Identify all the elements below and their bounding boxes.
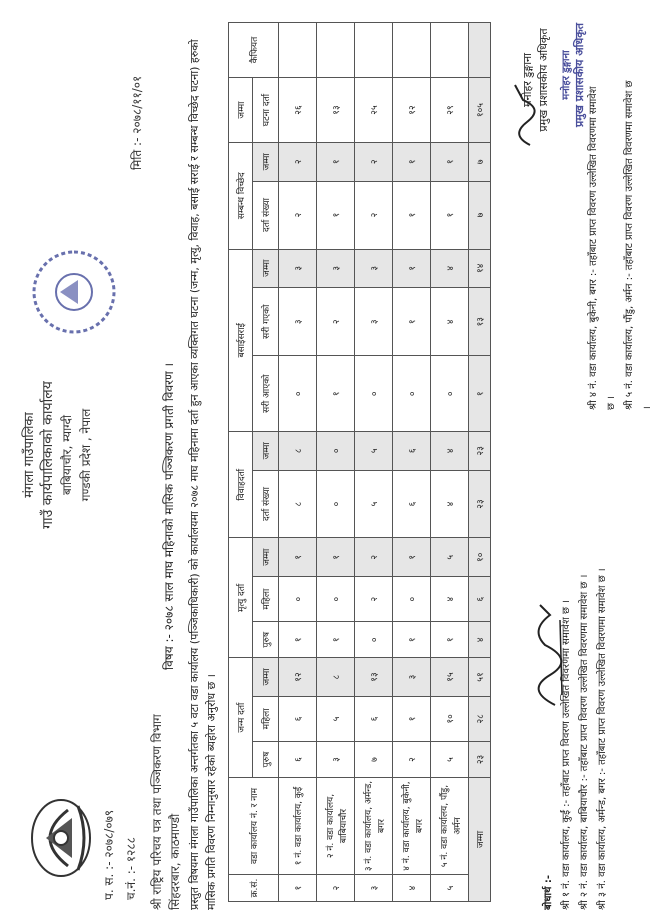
cell-sn: ४ — [393, 875, 431, 902]
cell-death-female: ० — [317, 577, 355, 622]
cell-remarks — [393, 23, 431, 78]
cell-birth-male: ५ — [431, 741, 469, 777]
group-migration-header: बसाईसराई — [229, 249, 253, 432]
cell-birth-female: ६ — [355, 696, 393, 741]
cell-grand-total: १३ — [317, 78, 355, 143]
cell-marriage-count: ० — [317, 470, 355, 538]
col-male-header: पुरुष — [253, 741, 279, 777]
cc-item: श्री १ नं. वडा कार्यालय, कुईं :- तहाँबाट प्राप्त विवरण उल्लेखित विवरणमा समावेश छ । — [561, 600, 572, 910]
org-place: बाबियाचौर, म्याग्दी — [60, 414, 74, 496]
cell-total-label: जम्मा — [469, 778, 491, 902]
body-paragraph: प्रस्तुत विषयमा मंगला गाउँपालिका अन्तर्गतका ५ वटा वडा कार्यालय (पञ्जिकाधिकारी) को कार्यालयमा २०७८ माघ महिनामा दर्ता हुन आएका व्यक्तिगत घटना (जन्म, मृत्यु, विवाह, बसाई सराई र सम्बन्ध विच्छेद घटना) हरुको मासिक प्रगति विवरण निम्नानुसार रहेको ब्यहोरा अनुरोध छ । — [188, 39, 218, 910]
cell-migration-in: ० — [431, 356, 469, 432]
cell-migration-total: १४ — [469, 249, 491, 288]
cell-birth-female: १ — [393, 696, 431, 741]
cell-office: ५ नं. वडा कार्यालय, पौंडु, अर्मन — [431, 778, 469, 875]
chalani-number: च.नं. :- १२८८ — [124, 837, 138, 900]
group-total-header: जम्मा — [229, 78, 253, 143]
cell-migration-total: १ — [393, 249, 431, 288]
cell-birth-male: २३ — [469, 741, 491, 777]
cell-migration-total: ३ — [279, 249, 317, 288]
stamp-title: प्रमुख प्रशासकीय अधिकृत — [573, 23, 586, 127]
cell-death-male: १ — [431, 622, 469, 658]
col-in-header: सरी आएको — [253, 356, 279, 432]
cc-item: श्री ५ नं. वडा कार्यालय, पौंडु, अर्मन :- तहाँबाट प्राप्त विवरण उल्लेखित विवरणमा समावेश छ । — [624, 80, 653, 410]
cell-migration-total: ४ — [431, 249, 469, 288]
cell-divorce-total: १ — [393, 143, 431, 182]
cell-migration-out: ४ — [431, 288, 469, 356]
cell-birth-male: ३ — [317, 741, 355, 777]
col-female-header: महिला — [253, 696, 279, 741]
cell-death-total: १० — [469, 538, 491, 577]
cell-death-female: ० — [279, 577, 317, 622]
cell-sn: २ — [317, 875, 355, 902]
cell-grand-total: २९ — [431, 78, 469, 143]
cell-divorce-total: २ — [279, 143, 317, 182]
cell-sn: ५ — [431, 875, 469, 902]
cell-divorce-total: १ — [317, 143, 355, 182]
cell-death-total: १ — [393, 538, 431, 577]
cell-death-total: १ — [279, 538, 317, 577]
cell-migration-in: ० — [393, 356, 431, 432]
cell-divorce-total: ७ — [469, 143, 491, 182]
col-total-header: जम्मा — [253, 538, 279, 577]
col-reg-count-header: दर्ता संख्या — [253, 470, 279, 538]
cell-grand-total: २५ — [355, 78, 393, 143]
cell-office: ४ नं. वडा कार्यालय, बुकेनी, बगर — [393, 778, 431, 875]
col-remarks-header: कैफियत — [229, 23, 279, 78]
signatory-title: प्रमुख प्रशासकीय अधिकृत — [537, 28, 550, 132]
cc-heading: बोधार्थ :- — [543, 874, 554, 910]
office-seal — [28, 246, 120, 338]
cell-grand-total: १०५ — [469, 78, 491, 143]
group-death-header: मृत्यु दर्ता — [229, 538, 253, 658]
cell-death-total: १ — [317, 538, 355, 577]
cell-birth-total: १२ — [279, 658, 317, 697]
cell-birth-female: ६ — [279, 696, 317, 741]
cell-migration-in: ० — [355, 356, 393, 432]
cell-marriage-total: ६ — [393, 432, 431, 471]
table-row — [393, 23, 431, 902]
cell-sn: १ — [279, 875, 317, 902]
col-total-header: जम्मा — [253, 143, 279, 182]
org-province: गण्डकी प्रदेश , नेपाल — [79, 408, 93, 502]
table-row — [279, 23, 317, 902]
col-male-header: पुरुष — [253, 622, 279, 658]
cell-office: २ नं. वडा कार्यालय, बाबियाचौर — [317, 778, 355, 875]
group-divorce-header: सम्बन्ध विच्छेद — [229, 143, 253, 249]
org-name: मंगला गाउँपालिका — [22, 412, 37, 498]
cell-marriage-count: ५ — [355, 470, 393, 538]
cell-marriage-total: ५ — [355, 432, 393, 471]
cell-divorce-count: ७ — [469, 181, 491, 249]
signatory-block — [520, 10, 552, 150]
cell-death-female: ० — [393, 577, 431, 622]
cell-divorce-total: २ — [355, 143, 393, 182]
cell-migration-out: ३ — [355, 288, 393, 356]
cell-birth-female: २८ — [469, 696, 491, 741]
cell-remarks — [279, 23, 317, 78]
cell-death-female: ६ — [469, 577, 491, 622]
cell-birth-total: १५ — [431, 658, 469, 697]
cell-birth-total: ३ — [393, 658, 431, 697]
col-female-header: महिला — [253, 577, 279, 622]
cell-office: १ नं. वडा कार्यालय, कुईं — [279, 778, 317, 875]
subject-line: विषय :- २०७८ साल माघ महिनाको मासिक पञ्जिकरण प्रगती विवरण । — [162, 362, 176, 670]
cell-divorce-count: १ — [317, 181, 355, 249]
cell-marriage-total: ० — [317, 432, 355, 471]
cell-remarks — [469, 23, 491, 78]
registration-progress-table — [228, 22, 491, 902]
cell-death-male: ० — [355, 622, 393, 658]
cell-death-male: १ — [279, 622, 317, 658]
table-row — [431, 23, 469, 902]
cc-item: श्री २ नं. वडा कार्यालय, बाबियाचौर :- तहाँबाट प्राप्त विवरण उल्लेखित विवरणमा समावेश छ । — [579, 574, 590, 910]
cell-grand-total: १२ — [393, 78, 431, 143]
letterhead — [20, 325, 96, 585]
cell-divorce-count: १ — [431, 181, 469, 249]
cell-birth-total: ८ — [317, 658, 355, 697]
cell-death-male: १ — [393, 622, 431, 658]
recipient-line-1: श्री राष्ट्रिय परिचय पत्र तथा पञ्जिकरण विभाग — [150, 714, 164, 910]
table-total-row — [469, 23, 491, 902]
cell-migration-in: ० — [279, 356, 317, 432]
col-out-header: सरी गएको — [253, 288, 279, 356]
patra-sankhya: प. स. :- २०७८/०७९ — [102, 809, 116, 900]
cell-birth-male: २ — [393, 741, 431, 777]
cell-migration-out: १३ — [469, 288, 491, 356]
org-office: गाउँ कार्यपालिकाको कार्यालय — [40, 381, 56, 529]
cell-migration-in: १ — [469, 356, 491, 432]
cell-remarks — [431, 23, 469, 78]
signatory-name: मनोहर डुङ्गाना — [521, 52, 534, 108]
cell-death-female: ४ — [431, 577, 469, 622]
cell-marriage-count: ४ — [431, 470, 469, 538]
cell-death-total: २ — [355, 538, 393, 577]
cell-birth-male: ७ — [355, 741, 393, 777]
col-office-header: वडा कार्यालय नं. र नाम — [229, 778, 279, 875]
cell-marriage-count: २३ — [469, 470, 491, 538]
cell-death-male: ४ — [469, 622, 491, 658]
group-marriage-header: विवाहदर्ता — [229, 432, 253, 538]
cell-birth-total: ५१ — [469, 658, 491, 697]
cell-birth-female: ५ — [317, 696, 355, 741]
cell-remarks — [317, 23, 355, 78]
col-total-header: जम्मा — [253, 432, 279, 471]
cell-death-total: ५ — [431, 538, 469, 577]
cell-migration-out: ३ — [279, 288, 317, 356]
cc-item: श्री ४ नं. वडा कार्यालय, बुकेनी, बगर :- तहाँबाट प्राप्त विवरण उल्लेखित विवरणमा समावेश छ । — [588, 86, 617, 410]
cell-migration-total: ३ — [317, 249, 355, 288]
cell-marriage-count: ८ — [279, 470, 317, 538]
cell-remarks — [355, 23, 393, 78]
cell-sn: ३ — [355, 875, 393, 902]
cell-birth-male: ६ — [279, 741, 317, 777]
cell-marriage-count: ६ — [393, 470, 431, 538]
table-row — [355, 23, 393, 902]
letter-date: मिति :- २०७८/११/०१ — [130, 75, 144, 170]
col-event-reg-header: घटना दर्ता — [253, 78, 279, 143]
cell-grand-total: २६ — [279, 78, 317, 143]
cell-birth-total: १३ — [355, 658, 393, 697]
table-row — [317, 23, 355, 902]
col-total-header: जम्मा — [253, 658, 279, 697]
cell-migration-out: १ — [393, 288, 431, 356]
cell-divorce-count: २ — [355, 181, 393, 249]
cell-birth-female: १० — [431, 696, 469, 741]
stamp-name: मनोहर डुङ्गाना — [561, 50, 572, 100]
cell-marriage-total: ८ — [279, 432, 317, 471]
cell-migration-total: ३ — [355, 249, 393, 288]
col-reg-count-header: दर्ता संख्या — [253, 181, 279, 249]
cell-death-male: १ — [317, 622, 355, 658]
group-birth-header: जन्म दर्ता — [229, 658, 253, 778]
official-stamp — [560, 0, 586, 150]
cell-marriage-total: ४ — [431, 432, 469, 471]
cell-office: ३ नं. वडा कार्यालय, अर्मन्ड, बगर — [355, 778, 393, 875]
cell-divorce-count: २ — [279, 181, 317, 249]
col-sn-header: क्र.सं. — [229, 875, 279, 902]
nepal-emblem-icon — [28, 796, 98, 880]
cc-item: श्री ३ नं. वडा कार्यालय, अर्मन्ड, बगर :- तहाँबाट प्राप्त विवरण उल्लेखित विवरणमा समावेश छ । — [597, 568, 608, 910]
cell-divorce-count: १ — [393, 181, 431, 249]
col-total-header: जम्मा — [253, 249, 279, 288]
cell-marriage-total: २३ — [469, 432, 491, 471]
cell-migration-out: २ — [317, 288, 355, 356]
cc-list-continued — [585, 80, 657, 410]
cell-death-female: २ — [355, 577, 393, 622]
cell-divorce-total: १ — [431, 143, 469, 182]
cell-migration-in: १ — [317, 356, 355, 432]
recipient-line-2: सिंहदरबार, काठमाण्डौ — [168, 813, 182, 910]
